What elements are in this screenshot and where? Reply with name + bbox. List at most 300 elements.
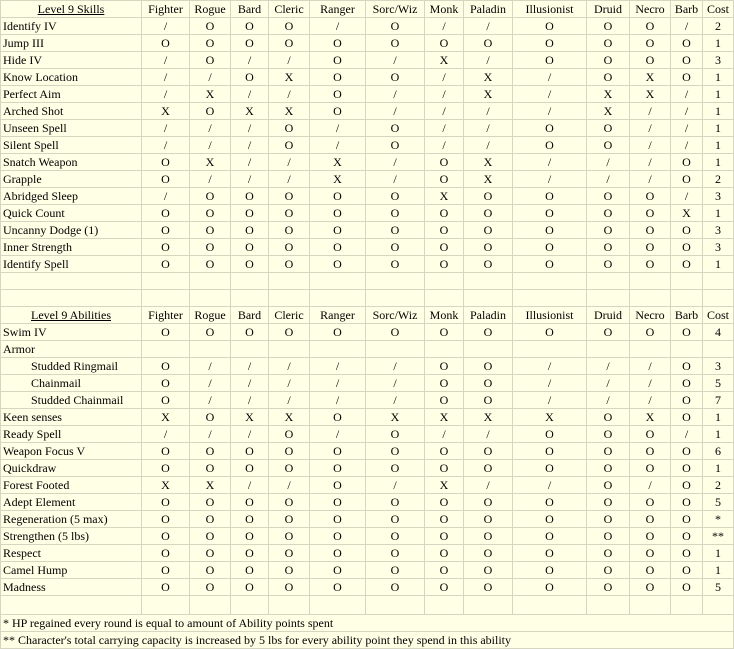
table-cell: O bbox=[269, 188, 310, 205]
table-cell: O bbox=[464, 256, 513, 273]
table-row bbox=[1, 18, 734, 35]
table-cell: O bbox=[587, 409, 630, 426]
table-cell: O bbox=[587, 52, 630, 69]
table-cell: O bbox=[630, 18, 671, 35]
empty-cell bbox=[142, 273, 190, 290]
empty-cell bbox=[190, 290, 231, 307]
table-cell: X bbox=[366, 409, 425, 426]
table-cell: / bbox=[630, 375, 671, 392]
table-cell: / bbox=[142, 69, 190, 86]
empty-cell bbox=[703, 273, 734, 290]
table-cell: O bbox=[464, 375, 513, 392]
table-cell: O bbox=[671, 562, 703, 579]
table-cell: O bbox=[464, 222, 513, 239]
table-cell: O bbox=[513, 579, 587, 596]
table-cell bbox=[513, 341, 587, 358]
table-cell: 5 bbox=[703, 579, 734, 596]
row-name: Identify IV bbox=[1, 18, 142, 35]
table-cell: O bbox=[630, 256, 671, 273]
table-cell: O bbox=[464, 358, 513, 375]
table-cell: O bbox=[671, 171, 703, 188]
table-cell: O bbox=[513, 426, 587, 443]
table-cell: O bbox=[190, 409, 231, 426]
table-cell: O bbox=[269, 18, 310, 35]
table-cell: O bbox=[190, 205, 231, 222]
table-cell: O bbox=[587, 69, 630, 86]
table-cell: O bbox=[366, 324, 425, 341]
table-cell: / bbox=[269, 358, 310, 375]
table-cell: O bbox=[366, 256, 425, 273]
table-row bbox=[1, 120, 734, 137]
table-cell: / bbox=[366, 154, 425, 171]
table-cell: O bbox=[671, 392, 703, 409]
table-cell: O bbox=[366, 188, 425, 205]
table-cell: 3 bbox=[703, 358, 734, 375]
empty-cell bbox=[671, 273, 703, 290]
table-cell: 1 bbox=[703, 69, 734, 86]
table-cell: O bbox=[142, 460, 190, 477]
table-cell: O bbox=[464, 392, 513, 409]
table-cell: X bbox=[190, 477, 231, 494]
table-cell: O bbox=[269, 545, 310, 562]
table-cell: O bbox=[190, 103, 231, 120]
table-cell: O bbox=[630, 443, 671, 460]
table-cell: / bbox=[587, 171, 630, 188]
table-cell: 1 bbox=[703, 137, 734, 154]
table-cell: 1 bbox=[703, 154, 734, 171]
empty-cell bbox=[190, 273, 231, 290]
row-name: Madness bbox=[1, 579, 142, 596]
table-cell: O bbox=[671, 69, 703, 86]
table-cell bbox=[630, 341, 671, 358]
table-cell: O bbox=[310, 256, 366, 273]
table-cell: O bbox=[587, 562, 630, 579]
table-cell: O bbox=[142, 358, 190, 375]
table-cell: O bbox=[142, 443, 190, 460]
row-name: Abridged Sleep bbox=[1, 188, 142, 205]
table-cell: O bbox=[269, 35, 310, 52]
table-cell: / bbox=[671, 103, 703, 120]
table-cell: O bbox=[425, 222, 464, 239]
table-cell: O bbox=[366, 443, 425, 460]
table-row bbox=[1, 494, 734, 511]
table-cell: O bbox=[310, 35, 366, 52]
table-cell: / bbox=[190, 120, 231, 137]
table-cell: / bbox=[366, 392, 425, 409]
table-cell: O bbox=[231, 511, 269, 528]
table-cell: 4 bbox=[703, 324, 734, 341]
table-cell: O bbox=[464, 562, 513, 579]
empty-cell bbox=[587, 290, 630, 307]
table-cell: O bbox=[231, 324, 269, 341]
table-row bbox=[1, 358, 734, 375]
table-cell: / bbox=[366, 171, 425, 188]
table-cell: O bbox=[425, 494, 464, 511]
table-cell: O bbox=[142, 35, 190, 52]
table-row bbox=[1, 392, 734, 409]
table-cell: O bbox=[190, 188, 231, 205]
table-cell: X bbox=[464, 86, 513, 103]
table-cell: O bbox=[630, 222, 671, 239]
table-cell: O bbox=[366, 222, 425, 239]
table-cell: / bbox=[190, 171, 231, 188]
table-cell: X bbox=[231, 409, 269, 426]
table-cell: O bbox=[269, 324, 310, 341]
table-cell: O bbox=[231, 222, 269, 239]
column-header: Ranger bbox=[310, 1, 366, 18]
table-cell bbox=[587, 341, 630, 358]
row-name: Adept Element bbox=[1, 494, 142, 511]
table-cell bbox=[310, 341, 366, 358]
table-cell: / bbox=[513, 154, 587, 171]
table-cell: O bbox=[630, 239, 671, 256]
row-name: Forest Footed bbox=[1, 477, 142, 494]
table-cell: O bbox=[366, 528, 425, 545]
row-name: Jump III bbox=[1, 35, 142, 52]
table-cell: O bbox=[366, 35, 425, 52]
row-name: Know Location bbox=[1, 69, 142, 86]
table-cell: / bbox=[464, 137, 513, 154]
table-cell: O bbox=[630, 52, 671, 69]
table-cell: / bbox=[310, 426, 366, 443]
table-cell: O bbox=[513, 35, 587, 52]
table-cell: X bbox=[269, 69, 310, 86]
table-cell: O bbox=[269, 579, 310, 596]
table-cell: / bbox=[269, 392, 310, 409]
row-name: Regeneration (5 max) bbox=[1, 511, 142, 528]
abilities-section-title: Level 9 Abilities bbox=[1, 307, 142, 324]
column-header: Paladin bbox=[464, 307, 513, 324]
table-cell: ** bbox=[703, 528, 734, 545]
table-cell: X bbox=[630, 69, 671, 86]
table-cell: 5 bbox=[703, 494, 734, 511]
table-cell: O bbox=[366, 18, 425, 35]
table-cell: / bbox=[630, 137, 671, 154]
table-cell: O bbox=[513, 443, 587, 460]
table-cell: / bbox=[142, 426, 190, 443]
table-row bbox=[1, 545, 734, 562]
table-cell: O bbox=[425, 171, 464, 188]
table-cell: O bbox=[425, 511, 464, 528]
table-cell: / bbox=[142, 120, 190, 137]
table-cell: X bbox=[425, 52, 464, 69]
table-cell: O bbox=[587, 205, 630, 222]
empty-cell bbox=[1, 596, 142, 615]
table-cell: / bbox=[269, 154, 310, 171]
table-cell: O bbox=[630, 545, 671, 562]
table-cell: O bbox=[366, 239, 425, 256]
table-cell: O bbox=[142, 375, 190, 392]
empty-cell bbox=[464, 596, 513, 615]
table-cell: O bbox=[587, 35, 630, 52]
empty-cell bbox=[464, 273, 513, 290]
table-cell: 2 bbox=[703, 477, 734, 494]
table-cell: O bbox=[513, 18, 587, 35]
column-header: Cost bbox=[703, 307, 734, 324]
table-row bbox=[1, 477, 734, 494]
table-cell bbox=[231, 341, 269, 358]
table-cell: O bbox=[366, 545, 425, 562]
table-cell: O bbox=[142, 256, 190, 273]
table-cell: O bbox=[142, 494, 190, 511]
table-cell: / bbox=[587, 375, 630, 392]
table-cell: / bbox=[513, 171, 587, 188]
table-cell: / bbox=[425, 18, 464, 35]
empty-cell bbox=[1, 273, 142, 290]
footnote: * HP regained every round is equal to amount of Ability points spent bbox=[1, 615, 734, 632]
row-name: Uncanny Dodge (1) bbox=[1, 222, 142, 239]
table-cell: O bbox=[310, 562, 366, 579]
table-body bbox=[1, 1, 734, 649]
table-row bbox=[1, 426, 734, 443]
table-cell: O bbox=[513, 205, 587, 222]
table-cell: O bbox=[142, 579, 190, 596]
table-cell: O bbox=[425, 545, 464, 562]
table-cell: O bbox=[513, 188, 587, 205]
table-cell: O bbox=[464, 494, 513, 511]
table-cell: O bbox=[513, 460, 587, 477]
table-cell: O bbox=[231, 545, 269, 562]
row-name: Silent Spell bbox=[1, 137, 142, 154]
table-cell: O bbox=[310, 511, 366, 528]
table-cell: / bbox=[513, 375, 587, 392]
table-cell: O bbox=[425, 562, 464, 579]
table-cell: O bbox=[587, 120, 630, 137]
table-cell: X bbox=[190, 86, 231, 103]
table-cell: O bbox=[425, 528, 464, 545]
row-name: Swim IV bbox=[1, 324, 142, 341]
table-cell: O bbox=[310, 409, 366, 426]
table-cell: O bbox=[310, 222, 366, 239]
table-cell: O bbox=[464, 324, 513, 341]
table-cell: O bbox=[513, 222, 587, 239]
table-cell: O bbox=[671, 52, 703, 69]
empty-cell bbox=[366, 273, 425, 290]
table-cell: / bbox=[142, 86, 190, 103]
table-cell: O bbox=[190, 222, 231, 239]
table-row bbox=[1, 52, 734, 69]
table-cell: O bbox=[513, 324, 587, 341]
table-row bbox=[1, 528, 734, 545]
table-cell: / bbox=[671, 86, 703, 103]
column-header: Necro bbox=[630, 307, 671, 324]
table-cell: O bbox=[190, 545, 231, 562]
table-cell: X bbox=[587, 86, 630, 103]
table-cell: O bbox=[310, 188, 366, 205]
table-cell: / bbox=[630, 103, 671, 120]
table-cell: O bbox=[513, 562, 587, 579]
table-cell: O bbox=[190, 511, 231, 528]
column-header: Rogue bbox=[190, 1, 231, 18]
table-cell: X bbox=[269, 103, 310, 120]
empty-cell bbox=[269, 596, 310, 615]
column-header: Monk bbox=[425, 307, 464, 324]
empty-cell bbox=[513, 596, 587, 615]
table-cell: / bbox=[269, 477, 310, 494]
table-cell: O bbox=[671, 375, 703, 392]
table-cell: O bbox=[231, 239, 269, 256]
table-cell: O bbox=[630, 579, 671, 596]
empty-cell bbox=[587, 273, 630, 290]
column-header: Bard bbox=[231, 307, 269, 324]
table-cell: O bbox=[630, 35, 671, 52]
table-cell: O bbox=[231, 443, 269, 460]
table-cell: O bbox=[587, 579, 630, 596]
skills-section-title: Level 9 Skills bbox=[1, 1, 142, 18]
table-row bbox=[1, 579, 734, 596]
row-name: Snatch Weapon bbox=[1, 154, 142, 171]
table-cell: 6 bbox=[703, 443, 734, 460]
spacer-row bbox=[1, 596, 734, 615]
table-cell: / bbox=[671, 137, 703, 154]
table-cell: 5 bbox=[703, 375, 734, 392]
table-cell: / bbox=[587, 392, 630, 409]
table-cell: O bbox=[587, 545, 630, 562]
table-row bbox=[1, 562, 734, 579]
table-cell: O bbox=[513, 137, 587, 154]
table-row bbox=[1, 188, 734, 205]
column-header: Illusionist bbox=[513, 1, 587, 18]
table-cell: O bbox=[630, 562, 671, 579]
table-cell: O bbox=[425, 256, 464, 273]
table-cell: O bbox=[630, 188, 671, 205]
table-cell: / bbox=[366, 375, 425, 392]
column-header: Paladin bbox=[464, 1, 513, 18]
table-cell: O bbox=[587, 443, 630, 460]
table-cell: / bbox=[190, 358, 231, 375]
table-cell: O bbox=[513, 239, 587, 256]
table-cell bbox=[366, 341, 425, 358]
table-cell: O bbox=[630, 205, 671, 222]
table-cell: / bbox=[464, 52, 513, 69]
table-cell: / bbox=[513, 358, 587, 375]
table-cell: O bbox=[310, 52, 366, 69]
table-cell: O bbox=[366, 562, 425, 579]
table-cell: / bbox=[310, 120, 366, 137]
table-cell: O bbox=[142, 562, 190, 579]
table-cell: 1 bbox=[703, 409, 734, 426]
table-row bbox=[1, 171, 734, 188]
table-cell: / bbox=[425, 69, 464, 86]
table-cell: / bbox=[671, 18, 703, 35]
table-cell: / bbox=[366, 103, 425, 120]
row-name: Arched Shot bbox=[1, 103, 142, 120]
table-cell: O bbox=[142, 528, 190, 545]
footnote-row bbox=[1, 615, 734, 632]
table-cell: O bbox=[671, 324, 703, 341]
table-cell: / bbox=[464, 18, 513, 35]
table-cell: O bbox=[630, 426, 671, 443]
table-row bbox=[1, 460, 734, 477]
table-cell: / bbox=[513, 392, 587, 409]
table-cell: O bbox=[366, 120, 425, 137]
table-cell: / bbox=[142, 188, 190, 205]
table-cell: O bbox=[269, 562, 310, 579]
table-cell: O bbox=[310, 579, 366, 596]
table-cell: O bbox=[269, 205, 310, 222]
table-cell: O bbox=[231, 35, 269, 52]
table-cell: O bbox=[587, 188, 630, 205]
empty-cell bbox=[231, 273, 269, 290]
table-cell: 1 bbox=[703, 256, 734, 273]
table-cell: O bbox=[269, 494, 310, 511]
empty-cell bbox=[366, 290, 425, 307]
row-name: Studded Chainmail bbox=[1, 392, 142, 409]
row-name: Camel Hump bbox=[1, 562, 142, 579]
table-row bbox=[1, 341, 734, 358]
table-cell: / bbox=[231, 358, 269, 375]
table-cell: O bbox=[190, 579, 231, 596]
table-cell: O bbox=[587, 511, 630, 528]
table-cell: O bbox=[630, 511, 671, 528]
empty-cell bbox=[142, 596, 190, 615]
table-cell: X bbox=[142, 103, 190, 120]
table-cell: O bbox=[425, 358, 464, 375]
column-header: Necro bbox=[630, 1, 671, 18]
table-cell: O bbox=[464, 460, 513, 477]
table-cell: O bbox=[671, 256, 703, 273]
table-cell: 1 bbox=[703, 460, 734, 477]
table-cell bbox=[269, 341, 310, 358]
table-cell: / bbox=[231, 86, 269, 103]
table-cell: O bbox=[513, 120, 587, 137]
table-cell: O bbox=[464, 545, 513, 562]
row-name: Quickdraw bbox=[1, 460, 142, 477]
row-name: Keen senses bbox=[1, 409, 142, 426]
table-cell: / bbox=[269, 171, 310, 188]
table-cell: / bbox=[630, 358, 671, 375]
table-cell: O bbox=[425, 443, 464, 460]
empty-cell bbox=[425, 596, 464, 615]
table-cell: O bbox=[587, 18, 630, 35]
table-cell: O bbox=[269, 460, 310, 477]
table-cell: O bbox=[310, 545, 366, 562]
table-cell: O bbox=[310, 477, 366, 494]
table-cell: O bbox=[190, 35, 231, 52]
empty-cell bbox=[513, 273, 587, 290]
table-cell: O bbox=[671, 358, 703, 375]
row-name: Quick Count bbox=[1, 205, 142, 222]
table-row bbox=[1, 443, 734, 460]
row-name: Weapon Focus V bbox=[1, 443, 142, 460]
table-cell: 1 bbox=[703, 103, 734, 120]
column-header: Cleric bbox=[269, 1, 310, 18]
table-cell: O bbox=[142, 511, 190, 528]
table-cell: / bbox=[231, 426, 269, 443]
table-cell bbox=[703, 341, 734, 358]
table-cell: / bbox=[366, 52, 425, 69]
table-cell: / bbox=[630, 154, 671, 171]
table-cell: O bbox=[231, 494, 269, 511]
empty-cell bbox=[425, 273, 464, 290]
table-cell: O bbox=[587, 528, 630, 545]
table-cell: X bbox=[142, 409, 190, 426]
table-cell: O bbox=[366, 205, 425, 222]
row-name: Identify Spell bbox=[1, 256, 142, 273]
table-cell: / bbox=[425, 120, 464, 137]
table-cell: O bbox=[190, 443, 231, 460]
table-cell: O bbox=[231, 562, 269, 579]
column-header: Sorc/Wiz bbox=[366, 1, 425, 18]
table-cell: O bbox=[231, 460, 269, 477]
empty-cell bbox=[425, 290, 464, 307]
empty-cell bbox=[630, 273, 671, 290]
table-cell: 1 bbox=[703, 205, 734, 222]
empty-cell bbox=[269, 290, 310, 307]
footnote-row bbox=[1, 632, 734, 649]
empty-cell bbox=[231, 596, 269, 615]
table-cell: / bbox=[269, 86, 310, 103]
